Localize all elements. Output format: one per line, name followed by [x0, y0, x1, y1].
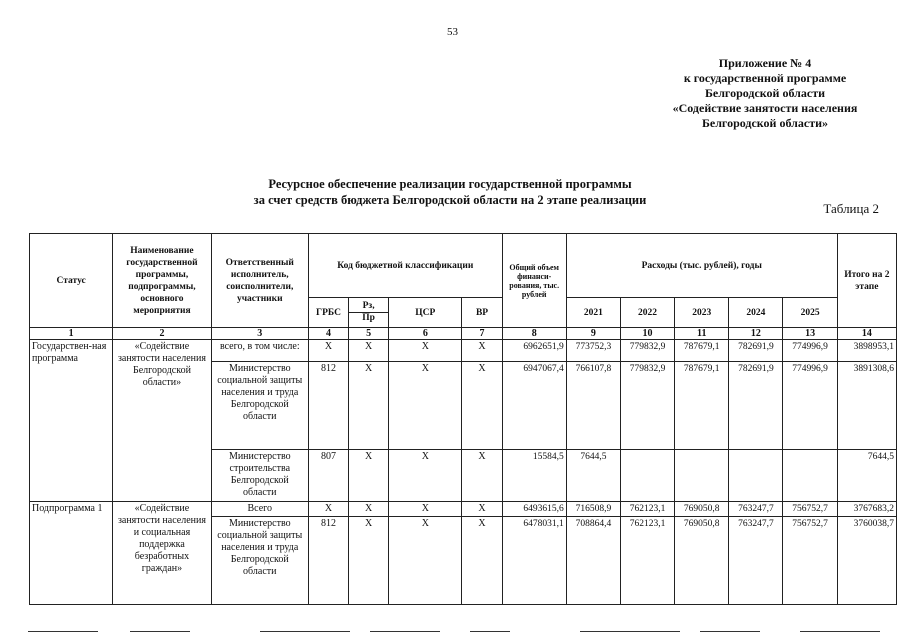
row-2021: 773752,3 [566, 340, 620, 362]
row-2025: 774996,9 [783, 340, 837, 362]
resource-table [29, 233, 897, 605]
column-number: 6 [389, 328, 462, 340]
row-rzpr: X [349, 502, 389, 517]
row-2024: 782691,9 [729, 362, 783, 450]
row-2021: 716508,9 [566, 502, 620, 517]
column-number: 8 [502, 328, 566, 340]
appendix-line: «Содействие занятости населения [672, 101, 858, 115]
table-row [30, 502, 897, 517]
appendix-line: Приложение № 4 [718, 56, 812, 70]
row-2024: 763247,7 [729, 517, 783, 605]
document-title [190, 176, 710, 208]
header-2023: 2023 [675, 298, 729, 328]
row-stage-total: 3760038,7 [837, 517, 896, 605]
row-vr: X [462, 362, 502, 450]
column-number: 4 [308, 328, 348, 340]
header-vr: ВР [462, 298, 502, 328]
row-vr: X [462, 517, 502, 605]
row-2022: 762123,1 [620, 517, 674, 605]
row-2022: 779832,9 [620, 340, 674, 362]
row-grbs: 807 [308, 450, 348, 502]
footer-rule [800, 631, 880, 632]
appendix-line: Белгородской области [704, 86, 826, 100]
column-number-row [30, 328, 897, 340]
footer-rule [580, 631, 680, 632]
row-grbs: X [308, 502, 348, 517]
row-2023: 787679,1 [675, 340, 729, 362]
row-responsible: Министерство строительства Белгородской области [211, 450, 308, 502]
row-grbs: 812 [308, 362, 348, 450]
footer-rule [260, 631, 350, 632]
appendix-line: к государственной программе [683, 71, 847, 85]
row-2023 [675, 450, 729, 502]
row-csr: X [389, 362, 462, 450]
header-rzpr [349, 298, 389, 328]
header-2021: 2021 [566, 298, 620, 328]
title-line: Ресурсное обеспечение реализации государственной программы [268, 177, 632, 191]
row-name: «Содействие занятости населения Белгородской области» [113, 340, 211, 502]
row-status: Государствен-ная программа [30, 340, 113, 502]
footer-rule [130, 631, 190, 632]
row-2025: 756752,7 [783, 502, 837, 517]
header-csr: ЦСР [389, 298, 462, 328]
header-2025: 2025 [783, 298, 837, 328]
row-2022: 779832,9 [620, 362, 674, 450]
row-2023: 769050,8 [675, 502, 729, 517]
column-number: 14 [837, 328, 896, 340]
column-number: 13 [783, 328, 837, 340]
row-rzpr: X [349, 450, 389, 502]
row-total: 6962651,9 [502, 340, 566, 362]
header-budget-code: Код бюджетной классификации [308, 234, 502, 298]
column-number: 3 [211, 328, 308, 340]
row-csr: X [389, 502, 462, 517]
row-stage-total: 3891308,6 [837, 362, 896, 450]
column-number: 12 [729, 328, 783, 340]
header-rzpr-bottom: Пр [349, 312, 388, 324]
row-vr: X [462, 340, 502, 362]
row-vr: X [462, 502, 502, 517]
row-total: 6493615,6 [502, 502, 566, 517]
column-number: 5 [349, 328, 389, 340]
row-rzpr: X [349, 362, 389, 450]
row-csr: X [389, 517, 462, 605]
header-expenses: Расходы (тыс. рублей), годы [566, 234, 837, 298]
row-2024 [729, 450, 783, 502]
row-grbs: X [308, 340, 348, 362]
title-line: за счет средств бюджета Белгородской области на 2 этапе реализации [253, 193, 647, 207]
row-total: 6478031,1 [502, 517, 566, 605]
row-2024: 782691,9 [729, 340, 783, 362]
row-csr: X [389, 450, 462, 502]
header-responsible: Ответственный исполнитель, соисполнители, участники [211, 234, 308, 328]
row-2025 [783, 450, 837, 502]
row-stage-total: 7644,5 [837, 450, 896, 502]
column-number: 2 [113, 328, 211, 340]
column-number: 10 [620, 328, 674, 340]
row-csr: X [389, 340, 462, 362]
row-2025: 756752,7 [783, 517, 837, 605]
header-total: Общий объем финанси-рования, тыс. рублей [502, 234, 566, 328]
page-number: 53 [447, 26, 458, 38]
row-2022 [620, 450, 674, 502]
row-2024: 763247,7 [729, 502, 783, 517]
appendix-line: Белгородской области» [701, 116, 829, 130]
row-2022: 762123,1 [620, 502, 674, 517]
row-stage-total: 3898953,1 [837, 340, 896, 362]
row-status: Подпрограмма 1 [30, 502, 113, 605]
header-name: Наименование государственной программы, подпрограммы, основного мероприятия [113, 234, 211, 328]
table-row [30, 340, 897, 362]
row-responsible: Всего [211, 502, 308, 517]
row-responsible: Министерство социальной защиты населения и труда Белгородской области [211, 362, 308, 450]
header-2024: 2024 [729, 298, 783, 328]
table-label: Таблица 2 [823, 201, 879, 216]
column-number: 11 [675, 328, 729, 340]
row-name: «Содействие занятости населения и социальная поддержка безработных граждан» [113, 502, 211, 605]
row-2021: 766107,8 [566, 362, 620, 450]
column-number: 1 [30, 328, 113, 340]
row-responsible: всего, в том числе: [211, 340, 308, 362]
header-status: Статус [30, 234, 113, 328]
row-total: 15584,5 [502, 450, 566, 502]
column-number: 7 [462, 328, 502, 340]
header-2022: 2022 [620, 298, 674, 328]
appendix-header [640, 56, 890, 131]
row-vr: X [462, 450, 502, 502]
footer-rule [28, 631, 98, 632]
row-rzpr: X [349, 517, 389, 605]
row-stage-total: 3767683,2 [837, 502, 896, 517]
row-2021: 708864,4 [566, 517, 620, 605]
column-number: 9 [566, 328, 620, 340]
row-responsible: Министерство социальной защиты населения и труда Белгородской области [211, 517, 308, 605]
footer-rule [700, 631, 760, 632]
row-rzpr: X [349, 340, 389, 362]
row-2023: 787679,1 [675, 362, 729, 450]
footer-rule [470, 631, 510, 632]
header-stage-total: Итого на 2 этапе [837, 234, 896, 328]
header-rzpr-top: Рз, [362, 301, 375, 311]
row-total: 6947067,4 [502, 362, 566, 450]
header-grbs: ГРБС [308, 298, 348, 328]
row-2023: 769050,8 [675, 517, 729, 605]
footer-rule [370, 631, 440, 632]
row-2025: 774996,9 [783, 362, 837, 450]
row-2021: 7644,5 [566, 450, 620, 502]
row-grbs: 812 [308, 517, 348, 605]
